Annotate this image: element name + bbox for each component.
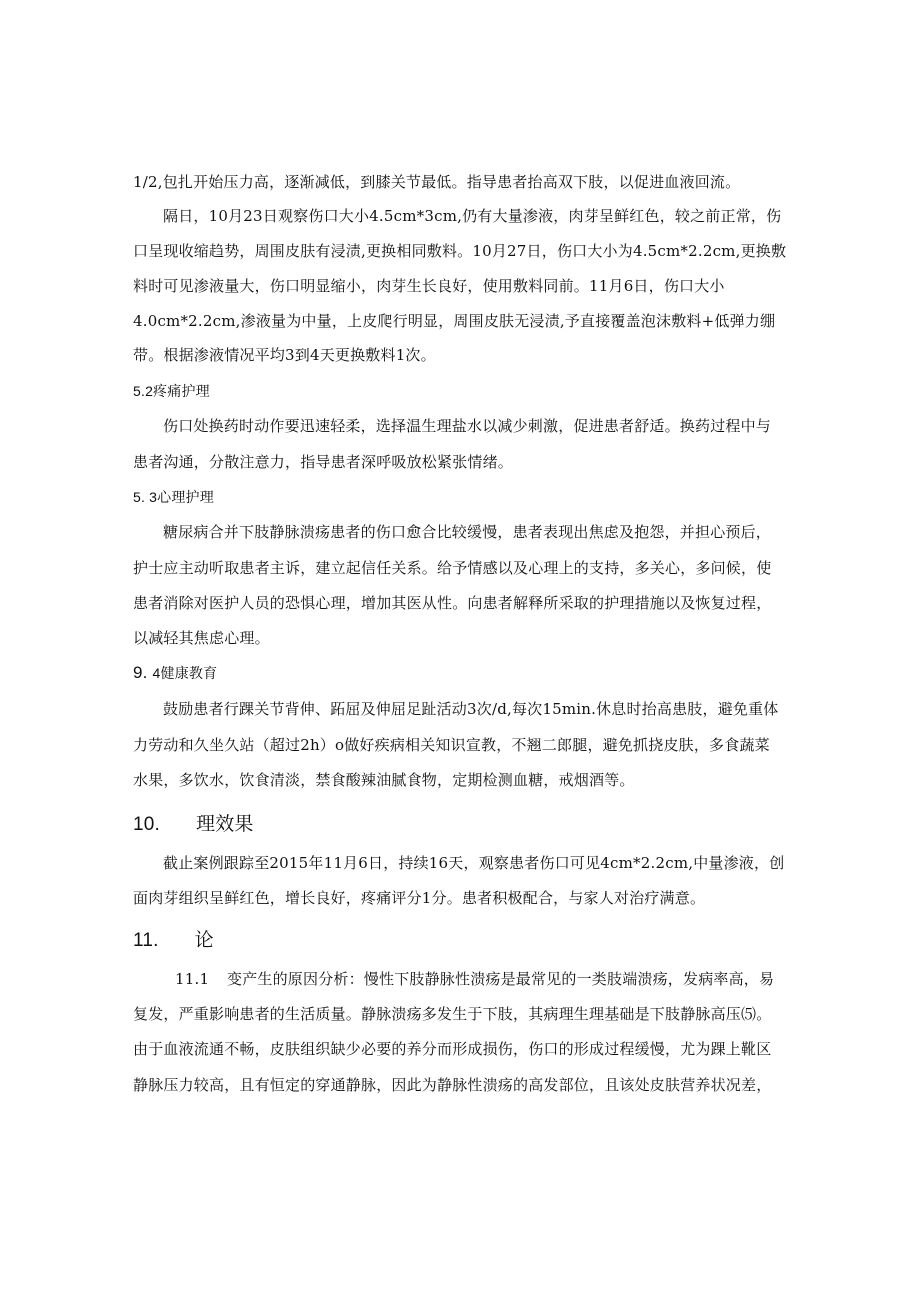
text-line: 护士应主动听取患者主诉，建立起信任关系。给予情感以及心理上的支持，多关心，多问候，使 (133, 559, 772, 577)
text-line: 由于血液流通不畅，皮肤组织缺少必要的养分而形成损伤，伤口的形成过程缓慢，尤为踝上靴区 (133, 1040, 772, 1058)
section-heading-5-2: 5.2疼痛护理 (133, 383, 210, 399)
text-line: 力劳动和久坐久站（超过2h）o做好疾病相关知识宣教，不翘二郎腿，避免抓挠皮肤，多食蔬菜 (133, 736, 770, 754)
text-line: 鼓励患者行踝关节背伸、跖屈及伸屈足趾活动3次/d,每次15min.休息时抬高患肢，避免重体 (163, 700, 779, 718)
text-line: 糖尿病合并下肢静脉溃疡患者的伤口愈合比较缓慢，患者表现出焦虑及抱怨，并担心预后， (163, 523, 772, 541)
section-title: 4健康教育 (152, 665, 218, 681)
text-line: 复发，严重影响患者的生活质量。静脉溃疡多发生于下肢，其病理生理基础是下肢静脉高压⑸。 (133, 1005, 772, 1023)
text-line: 患者消除对医护人员的恐惧心理，增加其医从性。向患者解释所采取的护理措施以及恢复过程， (133, 594, 772, 612)
text-line: 料时可见渗液量大，伤口明显缩小，肉芽生长良好，使用敷料同前。11月6日，伤口大小 (133, 277, 725, 295)
subsection-number: 11.1 (175, 970, 210, 988)
section-number: 11. (133, 930, 159, 951)
text-line: 伤口处换药时动作要迅速轻柔，选择温生理盐水以减少刺激，促进患者舒适。换药过程中与 (163, 417, 772, 435)
text-line: 变产生的原因分析：慢性下肢静脉性溃疡是最常见的一类肢端溃疡，发病率高，易 (227, 970, 775, 988)
section-heading-9-4 (133, 662, 217, 684)
text-line: 口呈现收缩趋势，周围皮肤有浸渍,更换相同敷料。10月27日，伤口大小为4.5cm*2.2cm,更换敷 (133, 242, 787, 260)
section-number: 9. (133, 663, 148, 682)
text-line: 以减轻其焦虑心理。 (133, 629, 270, 647)
text-line: 静脉压力较高，且有恒定的穿通静脉，因此为静脉性溃疡的高发部位，且该处皮肤营养状况差， (133, 1076, 772, 1094)
section-heading-11 (133, 930, 214, 952)
text-line: 隔日，10月23日观察伤口大小4.5cm*3cm,仍有大量渗液，肉芽呈鲜红色，较之前正常，伤 (163, 207, 782, 225)
text-line: 截止案例跟踪至2015年11月6日，持续16天，观察患者伤口可见4cm*2.2cm,中量渗液，创 (163, 854, 785, 872)
text-line: 带。根据渗液情况平均3到4天更换敷料1次。 (133, 346, 436, 364)
section-title: 理效果 (196, 814, 254, 835)
text-line: 1/2,包扎开始压力高，逐渐减低，到膝关节最低。指导患者抬高双下肢，以促进血液回流。 (133, 173, 741, 191)
section-heading-5-3: 5. 3心理护理 (133, 489, 214, 505)
text-line: 水果，多饮水，饮食清淡，禁食酸辣油腻食物，定期检测血糖，戒烟酒等。 (133, 771, 635, 789)
text-line: 4.0cm*2.2cm,渗液量为中量，上皮爬行明显，周围皮肤无浸渍,予直接覆盖泡沫敷料+低弹力绷 (133, 312, 776, 330)
section-title: 论 (194, 930, 214, 951)
section-number: 10. (133, 814, 161, 835)
text-line: 患者沟通，分散注意力，指导患者深呼吸放松紧张情绪。 (133, 453, 514, 471)
section-heading-10 (133, 814, 254, 836)
text-line: 面肉芽组织呈鲜红色，增长良好，疼痛评分1分。患者积极配合，与家人对治疗满意。 (133, 889, 706, 907)
